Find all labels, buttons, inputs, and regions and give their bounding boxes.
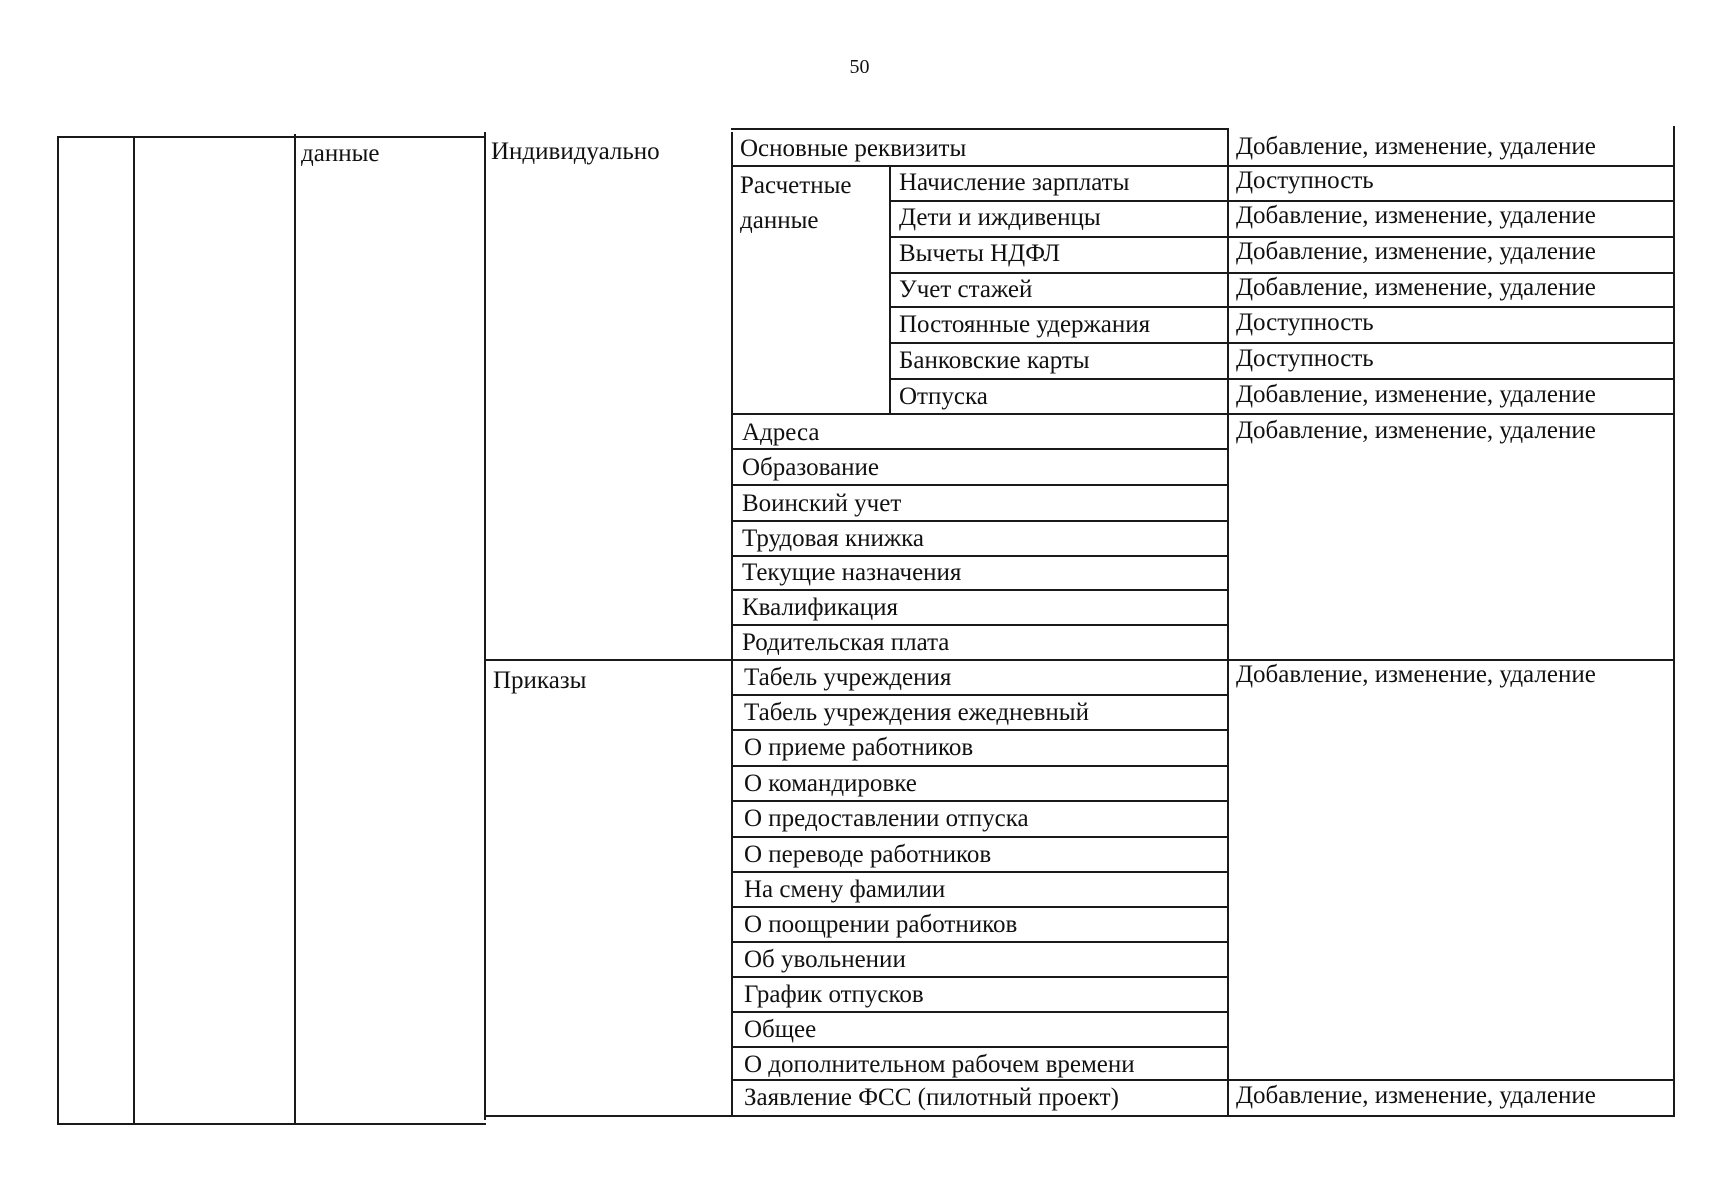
row-divider [731, 941, 1229, 943]
row-divider [731, 1011, 1229, 1013]
item-cell: Трудовая книжка [742, 525, 924, 552]
row-divider [731, 520, 1229, 522]
table-column-divider [133, 136, 135, 1125]
row-divider [731, 1046, 1229, 1048]
item-cell: Расчетные данные [740, 172, 852, 234]
section-label: данные [301, 140, 380, 167]
table-border-top [731, 128, 1229, 130]
rights-cell: Добавление, изменение, удаление [1236, 238, 1596, 265]
subitem-cell: Вычеты НДФЛ [899, 240, 1061, 267]
table-column-divider [889, 166, 891, 414]
item-cell: О приеме работников [744, 734, 974, 761]
row-divider [731, 836, 1229, 838]
row-divider [731, 555, 1229, 557]
item-cell: Табель учреждения [744, 664, 952, 691]
rights-cell: Добавление, изменение, удаление [1236, 1082, 1596, 1109]
item-cell: О переводе работников [744, 841, 992, 868]
group-label: Приказы [493, 667, 587, 694]
item-cell: О дополнительном рабочем времени [744, 1051, 1135, 1078]
table-column-divider [294, 134, 296, 1125]
row-divider [731, 413, 1675, 415]
row-divider [731, 694, 1229, 696]
table-border-bottom [57, 1123, 486, 1125]
subitem-cell: Банковские карты [899, 347, 1090, 374]
table-border-right [1673, 126, 1675, 1116]
subitem-cell: Начисление зарплаты [899, 169, 1130, 196]
rights-cell: Доступность [1236, 345, 1374, 372]
row-divider [731, 589, 1229, 591]
rights-cell: Добавление, изменение, удаление [1236, 417, 1596, 444]
subitem-cell: Учет стажей [899, 276, 1033, 303]
table-border-bottom [484, 1115, 1675, 1117]
rights-cell: Доступность [1236, 309, 1374, 336]
item-cell: Воинский учет [742, 490, 902, 517]
item-cell: Адреса [742, 419, 820, 446]
item-cell: Родительская плата [742, 629, 950, 656]
item-cell: Заявление ФСС (пилотный проект) [744, 1084, 1119, 1111]
item-cell: Табель учреждения ежедневный [744, 699, 1089, 726]
item-cell: Общее [744, 1016, 817, 1043]
item-cell: О командировке [744, 770, 917, 797]
item-cell: Квалификация [742, 594, 899, 621]
item-cell: О поощрении работников [744, 911, 1018, 938]
page-number: 50 [849, 56, 870, 78]
table-column-divider [484, 132, 486, 1120]
row-divider [731, 871, 1229, 873]
rights-cell: Добавление, изменение, удаление [1236, 661, 1596, 688]
rights-cell: Добавление, изменение, удаление [1236, 202, 1596, 229]
item-cell: О предоставлении отпуска [744, 805, 1029, 832]
row-divider [731, 448, 1229, 450]
item-cell: Основные реквизиты [740, 135, 967, 162]
item-cell: График отпусков [744, 981, 924, 1008]
table-border-top [57, 136, 486, 138]
rights-cell: Добавление, изменение, удаление [1236, 274, 1596, 301]
row-divider [731, 729, 1229, 731]
rights-cell: Добавление, изменение, удаление [1236, 133, 1596, 160]
row-divider [731, 800, 1229, 802]
item-cell: Текущие назначения [742, 559, 962, 586]
row-divider [731, 484, 1229, 486]
row-divider [731, 976, 1229, 978]
item-cell: На смену фамилии [744, 876, 946, 903]
row-divider [731, 765, 1229, 767]
row-divider [731, 165, 1675, 167]
table-column-divider [1227, 128, 1229, 1116]
rights-cell: Доступность [1236, 167, 1374, 194]
row-divider [731, 624, 1229, 626]
group-label: Индивидуально [491, 138, 660, 165]
rights-cell: Добавление, изменение, удаление [1236, 381, 1596, 408]
item-cell: Образование [742, 454, 880, 481]
subitem-cell: Дети и иждивенцы [899, 204, 1101, 231]
row-divider [731, 906, 1229, 908]
item-cell: Об увольнении [744, 946, 906, 973]
subitem-cell: Отпуска [899, 383, 988, 410]
subitem-cell: Постоянные удержания [899, 311, 1151, 338]
table-border-left [57, 136, 59, 1125]
